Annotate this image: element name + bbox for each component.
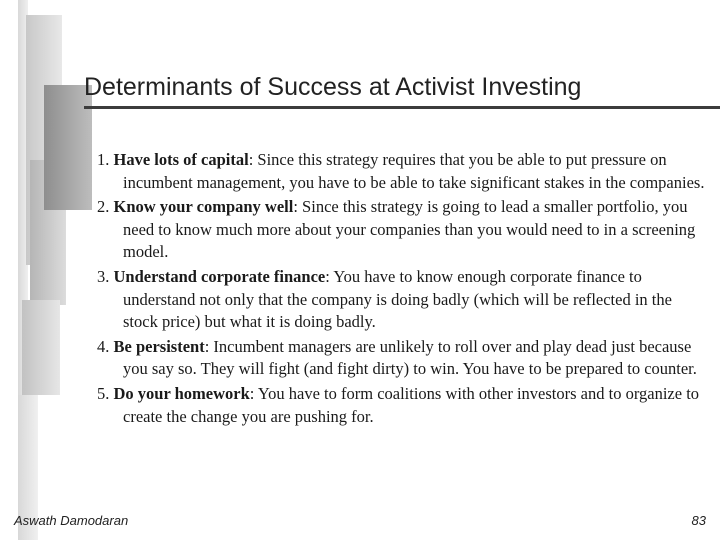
item-number: 1. [97, 150, 110, 169]
list-item [97, 336, 707, 381]
item-heading: Have lots of capital [113, 150, 249, 169]
item-heading: Do your homework [113, 383, 250, 403]
decorative-bar [22, 300, 60, 395]
item-text: : You have to form coalitions with other investors and to organize to create the change you are pushing for. [123, 383, 700, 426]
item-number: 2. [97, 197, 110, 217]
decorative-bar [44, 85, 92, 210]
item-number: 5. [97, 383, 110, 403]
item-number: 3. [97, 266, 110, 286]
item-number: 4. [97, 336, 110, 356]
item-heading: Know your company well [113, 197, 294, 217]
title-divider [84, 106, 720, 109]
item-text: : Incumbent managers are unlikely to roll over and play dead just because you say so. They will fight (and fight dirty) to win. You have to be prepared to counter. [123, 336, 697, 379]
item-text: : Since this strategy requires that you be able to put pressure on incumbent management, you have to be able to take significant stakes in the companies. [123, 150, 705, 192]
list-item [97, 383, 707, 428]
list-item [97, 149, 707, 194]
page-number: 83 [691, 513, 706, 528]
footer-author: Aswath Damodaran [14, 513, 129, 528]
item-heading: Understand corporate finance [113, 266, 326, 286]
slide-title: Determinants of Success at Activist Investing [84, 73, 582, 101]
list-item [97, 266, 707, 334]
item-heading: Be persistent [113, 336, 205, 356]
item-text: : You have to know enough corporate finance to understand not only that the company is doing badly (which will be reflected in the stock price) but what it is doing badly. [123, 266, 672, 332]
item-text: : Since this strategy is going to lead a smaller portfolio, you need to know much more about your companies than you would need to in a screening model. [123, 197, 696, 262]
list-item [97, 196, 707, 264]
determinants-list [97, 149, 707, 430]
